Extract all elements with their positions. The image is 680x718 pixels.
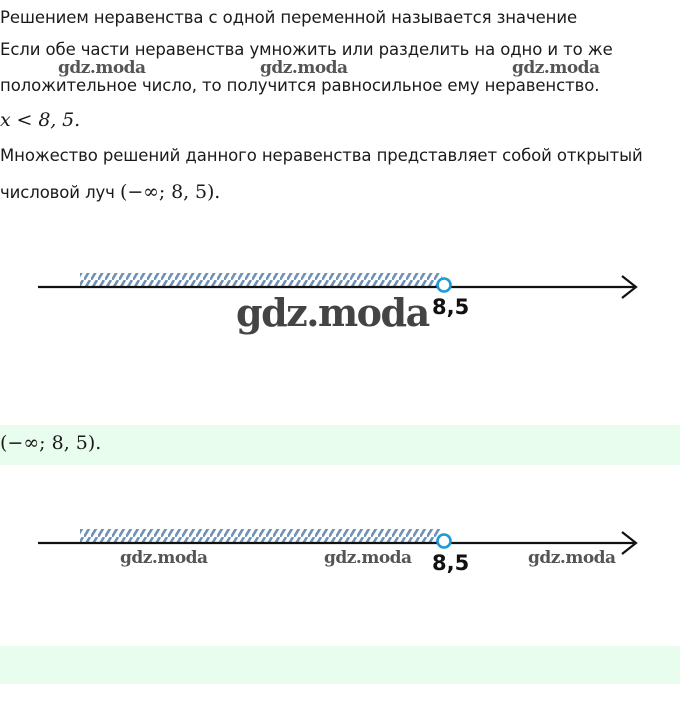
text-line-6-words: числовой луч	[0, 183, 115, 202]
answer-text: (−∞; 8, 5).	[0, 432, 102, 454]
watermark: gdz.moda	[512, 58, 600, 78]
watermark: gdz.moda	[58, 58, 146, 78]
watermark: gdz.moda	[120, 548, 208, 568]
watermark-large: gdz.moda	[236, 290, 429, 335]
answer-band	[0, 425, 680, 465]
solution-hatching	[80, 273, 442, 286]
point-label: 8,5	[432, 295, 470, 319]
watermark: gdz.moda	[324, 548, 412, 568]
watermark: gdz.moda	[260, 58, 348, 78]
point-label: 8,5	[432, 551, 470, 575]
text-line-5: Множество решений данного неравенства представляет собой открытый	[0, 146, 643, 165]
text-line-2: Если обе части неравенства умножить или разделить на одно и то же	[0, 40, 613, 59]
text-line-1: Решением неравенства с одной переменной называется значение	[0, 8, 578, 27]
text-line-6	[0, 181, 220, 203]
solution-hatching	[80, 529, 442, 542]
text-line-3: положительное число, то получится равносильное ему неравенство.	[0, 76, 600, 95]
inequality: x < 8, 5.	[0, 109, 81, 131]
open-point	[438, 279, 451, 292]
open-point	[438, 535, 451, 548]
watermark: gdz.moda	[528, 548, 616, 568]
answer-band-empty	[0, 646, 680, 684]
interval-notation: (−∞; 8, 5).	[120, 181, 221, 203]
